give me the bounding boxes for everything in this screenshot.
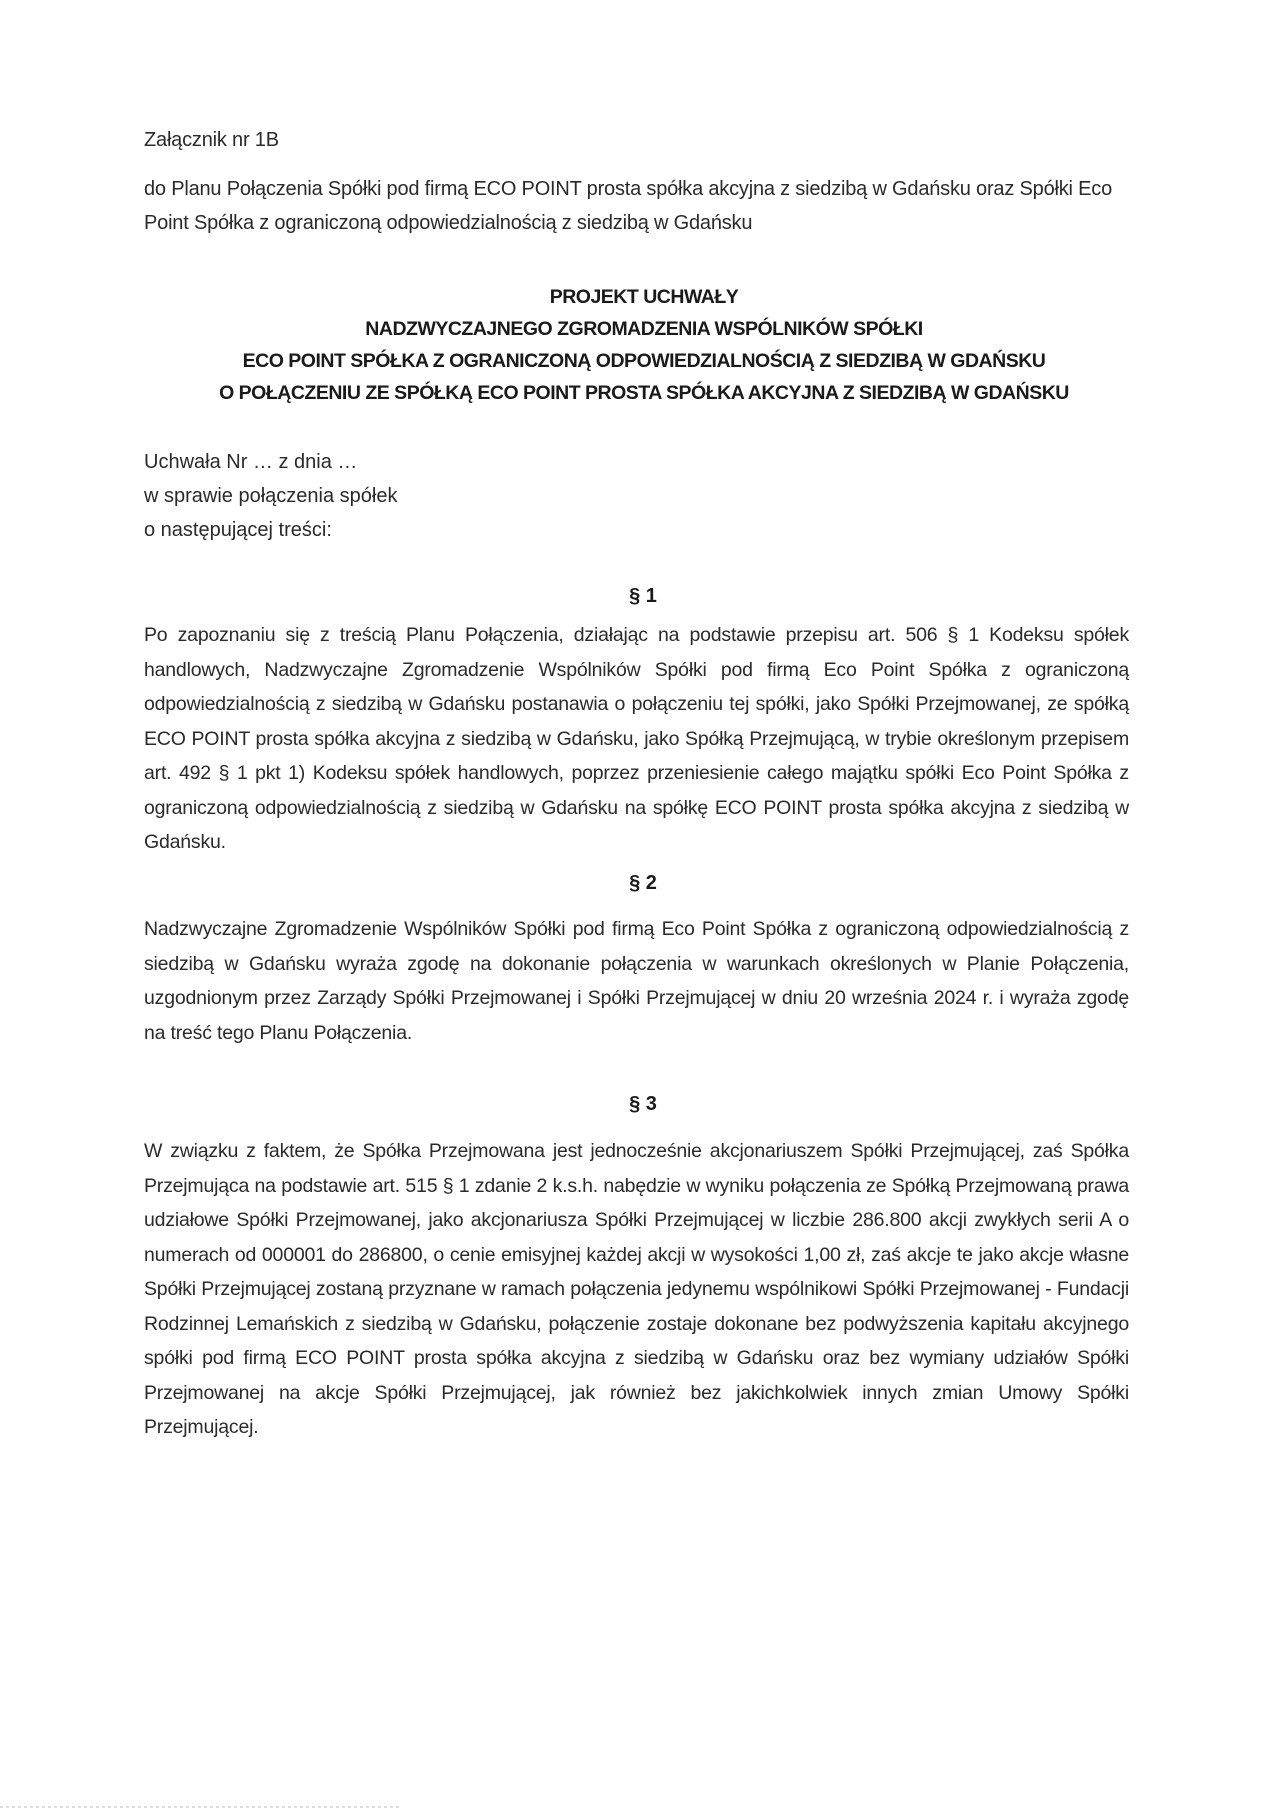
title-line: ECO POINT SPÓŁKA Z OGRANICZONĄ ODPOWIEDZIALNOŚCIĄ Z SIEDZIBĄ W GDAŃSKU (242, 350, 1046, 372)
section-3-body: W związku z faktem, że Spółka Przejmowana jest jednocześnie akcjonariuszem Spółki Przejmującej, zaś Spółka Przejmująca na podstawie art. 515 § 1 zdanie 2 k.s.h. nabędzie w wyniku połączenia ze Spółką Przejmowaną prawa udziałowe Spółki Przejmowanej, jako akcjonariusza Spółki Przejmującej w liczbie 286.800 akcji zwykłych serii A o numerach od 000001 do 286800, o cenie emisyjnej każdej akcji w wysokości 1,00 zł, zaś akcje te jako akcje własne Spółki Przejmującej zostaną przyznane w ramach połączenia jedynemu wspólnikowi Spółki Przejmowanej - Fundacji Rodzinnej Lemańskich z siedzibą w Gdańsku, połączenie zostaje dokonane bez podwyższenia kapitału akcyjnego spółki pod firmą ECO POINT prosta spółka akcyjna z siedzibą w Gdańsku oraz bez wymiany udziałów Spółki Przejmowanej na akcje Spółki Przejmującej, jak również bez jakichkolwiek innych zmian Umowy Spółki Przejmującej. (144, 1140, 1129, 1438)
resolution-info (144, 445, 397, 547)
annex-label: Załącznik nr 1B (144, 129, 279, 151)
resolution-number-line: Uchwała Nr … z dnia … (144, 451, 358, 473)
title-line: PROJEKT UCHWAŁY (549, 286, 739, 308)
resolution-title (144, 281, 1144, 409)
scan-edge-artifact (0, 1806, 400, 1808)
section-1-body: Po zapoznaniu się z treścią Planu Połączenia, działając na podstawie przepisu art. 506 § 1 Kodeksu spółek handlowych, Nadzwyczajne Zgromadzenie Wspólników Spółki pod firmą Eco Point Spółka z ograniczoną odpowiedzialnością z siedzibą w Gdańsku postanawia o połączeniu tej spółki, jako Spółki Przejmowanej, ze spółką ECO POINT prosta spółka akcyjna z siedzibą w Gdańsku, jako Spółką Przejmującą, w trybie określonym przepisem art. 492 § 1 pkt 1) Kodeksu spółek handlowych, poprzez przeniesienie całego majątku spółki Eco Point Spółka z ograniczoną odpowiedzialnością z siedzibą w Gdańsku na spółkę ECO POINT prosta spółka akcyjna z siedzibą w Gdańsku. (144, 624, 1129, 853)
section-1-heading: § 1 (629, 585, 657, 607)
title-line: O POŁĄCZENIU ZE SPÓŁKĄ ECO POINT PROSTA SPÓŁKA AKCYJNA Z SIEDZIBĄ W GDAŃSKU (219, 382, 1069, 404)
section-2-body: Nadzwyczajne Zgromadzenie Wspólników Spółki pod firmą Eco Point Spółka z ograniczoną odpowiedzialnością z siedzibą w Gdańsku wyraża zgodę na dokonanie połączenia w warunkach określonych w Planie Połączenia, uzgodnionym przez Zarządy Spółki Przejmowanej i Spółki Przejmującej w dniu 20 września 2024 r. i wyraża zgodę na treść tego Planu Połączenia. (144, 918, 1129, 1044)
title-line: NADZWYCZAJNEGO ZGROMADZENIA WSPÓLNIKÓW SPÓŁKI (365, 318, 923, 340)
annex-description: do Planu Połączenia Spółki pod firmą ECO POINT prosta spółka akcyjna z siedzibą w Gdańsku oraz Spółki Eco Point Spółka z ograniczoną odpowiedzialnością z siedzibą w Gdańsku (144, 178, 1113, 234)
section-3-heading: § 3 (629, 1093, 657, 1115)
section-2-heading: § 2 (629, 872, 657, 894)
resolution-subject-line: w sprawie połączenia spółek (144, 485, 398, 507)
resolution-content-line: o następującej treści: (144, 519, 332, 541)
